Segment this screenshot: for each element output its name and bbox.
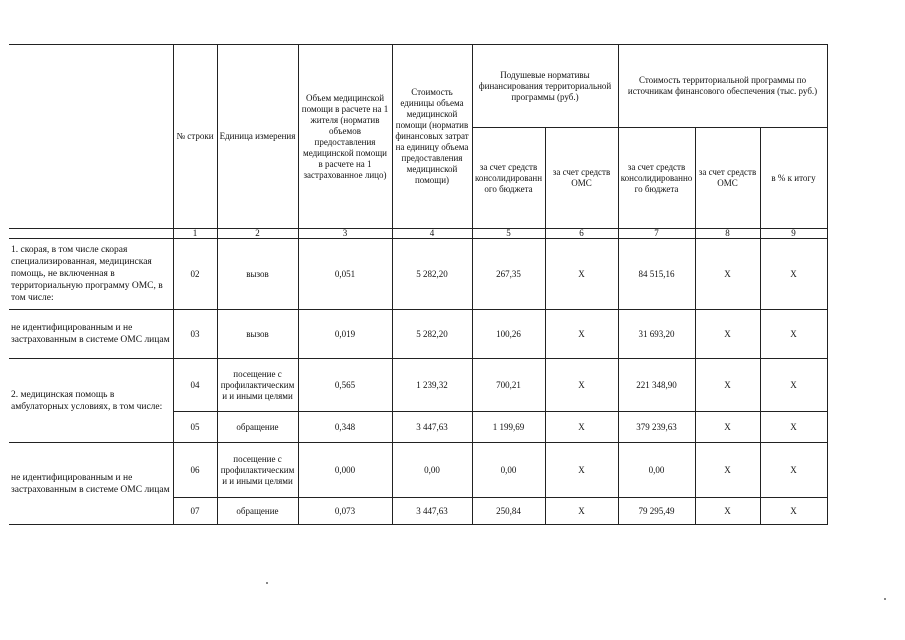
tariff-table bbox=[9, 44, 828, 525]
column-number: 3 bbox=[298, 229, 392, 239]
row-unit: обращение bbox=[217, 412, 298, 443]
row-tp-budget: 84 515,16 bbox=[618, 239, 695, 310]
row-unit: посещение с профилактическими и иными целями bbox=[217, 443, 298, 498]
row-label: не идентифицированным и не застрахованным в системе ОМС лицам bbox=[9, 310, 173, 359]
row-volume: 0,348 bbox=[298, 412, 392, 443]
header-cost-oms: за счет средств ОМС bbox=[695, 128, 760, 229]
row-cost: 3 447,63 bbox=[392, 412, 472, 443]
header-program-cost-group: Стоимость территориальной программы по источникам финансового обеспечения (тыс. руб.) bbox=[618, 45, 827, 128]
row-pc-oms: X bbox=[545, 412, 618, 443]
row-tp-oms: X bbox=[695, 239, 760, 310]
row-line-number: 07 bbox=[173, 498, 217, 525]
row-pc-budget: 0,00 bbox=[472, 443, 545, 498]
row-pc-oms: X bbox=[545, 359, 618, 412]
row-tp-pct: X bbox=[760, 239, 827, 310]
header-volume: Объем медицинской помощи в расчете на 1 жителя (норматив объемов предоставления медицинской помощи в расчете на 1 застрахованное лицо) bbox=[298, 45, 392, 229]
column-number: 6 bbox=[545, 229, 618, 239]
header-cost-consolidated: за счет средств консолидированного бюджета bbox=[618, 128, 695, 229]
row-pc-oms: X bbox=[545, 498, 618, 525]
header-pc-oms: за счет средств ОМС bbox=[545, 128, 618, 229]
column-number: 2 bbox=[217, 229, 298, 239]
row-unit: вызов bbox=[217, 310, 298, 359]
column-number: 9 bbox=[760, 229, 827, 239]
column-number-row bbox=[9, 229, 827, 239]
header-cost: Стоимость единицы объема медицинской помощи (норматив финансовых затрат на единицу объема предоставления медицинской помощи) bbox=[392, 45, 472, 229]
table-row bbox=[9, 359, 827, 412]
column-number: 8 bbox=[695, 229, 760, 239]
table-row bbox=[9, 443, 827, 498]
row-line-number: 02 bbox=[173, 239, 217, 310]
column-number: 5 bbox=[472, 229, 545, 239]
table-row bbox=[9, 239, 827, 310]
row-tp-oms: X bbox=[695, 310, 760, 359]
header-unit: Единица измерения bbox=[217, 45, 298, 229]
row-unit: вызов bbox=[217, 239, 298, 310]
column-number-blank bbox=[9, 229, 173, 239]
header-per-capita-group: Подушевые нормативы финансирования территориальной программы (руб.) bbox=[472, 45, 618, 128]
scan-speck bbox=[266, 582, 268, 584]
row-volume: 0,565 bbox=[298, 359, 392, 412]
row-volume: 0,073 bbox=[298, 498, 392, 525]
row-tp-oms: X bbox=[695, 359, 760, 412]
row-cost: 5 282,20 bbox=[392, 239, 472, 310]
row-cost: 1 239,32 bbox=[392, 359, 472, 412]
row-pc-budget: 100,26 bbox=[472, 310, 545, 359]
row-tp-pct: X bbox=[760, 412, 827, 443]
header-pc-consolidated: за счет средств консолидированного бюджета bbox=[472, 128, 545, 229]
row-tp-budget: 79 295,49 bbox=[618, 498, 695, 525]
row-line-number: 05 bbox=[173, 412, 217, 443]
column-number: 7 bbox=[618, 229, 695, 239]
row-tp-budget: 0,00 bbox=[618, 443, 695, 498]
row-unit: посещение с профилактическими и иными целями bbox=[217, 359, 298, 412]
row-line-number: 03 bbox=[173, 310, 217, 359]
row-pc-oms: X bbox=[545, 310, 618, 359]
row-tp-oms: X bbox=[695, 412, 760, 443]
row-tp-budget: 221 348,90 bbox=[618, 359, 695, 412]
header-line-number: № строки bbox=[173, 45, 217, 229]
row-pc-budget: 250,84 bbox=[472, 498, 545, 525]
row-tp-pct: X bbox=[760, 443, 827, 498]
row-volume: 0,000 bbox=[298, 443, 392, 498]
header-row-label bbox=[9, 45, 173, 229]
row-pc-budget: 1 199,69 bbox=[472, 412, 545, 443]
row-cost: 5 282,20 bbox=[392, 310, 472, 359]
row-label: 1. скорая, в том числе скорая специализированная, медицинская помощь, не включенная в территориальную программу ОМС, в том числе: bbox=[9, 239, 173, 310]
row-tp-oms: X bbox=[695, 498, 760, 525]
row-tp-budget: 379 239,63 bbox=[618, 412, 695, 443]
table-row bbox=[9, 310, 827, 359]
row-cost: 3 447,63 bbox=[392, 498, 472, 525]
row-line-number: 06 bbox=[173, 443, 217, 498]
row-tp-pct: X bbox=[760, 310, 827, 359]
row-pc-budget: 267,35 bbox=[472, 239, 545, 310]
scan-speck bbox=[884, 598, 886, 600]
header-cost-pct: в % к итогу bbox=[760, 128, 827, 229]
row-tp-oms: X bbox=[695, 443, 760, 498]
row-cost: 0,00 bbox=[392, 443, 472, 498]
row-volume: 0,019 bbox=[298, 310, 392, 359]
row-tp-pct: X bbox=[760, 359, 827, 412]
row-tp-budget: 31 693,20 bbox=[618, 310, 695, 359]
row-tp-pct: X bbox=[760, 498, 827, 525]
row-pc-oms: X bbox=[545, 443, 618, 498]
row-unit: обращение bbox=[217, 498, 298, 525]
row-label: не идентифицированным и не застрахованным в системе ОМС лицам bbox=[9, 443, 173, 525]
row-pc-budget: 700,21 bbox=[472, 359, 545, 412]
column-number: 4 bbox=[392, 229, 472, 239]
row-label: 2. медицинская помощь в амбулаторных условиях, в том числе: bbox=[9, 359, 173, 443]
column-number: 1 bbox=[173, 229, 217, 239]
row-volume: 0,051 bbox=[298, 239, 392, 310]
row-line-number: 04 bbox=[173, 359, 217, 412]
header-row-1 bbox=[9, 45, 827, 128]
row-pc-oms: X bbox=[545, 239, 618, 310]
